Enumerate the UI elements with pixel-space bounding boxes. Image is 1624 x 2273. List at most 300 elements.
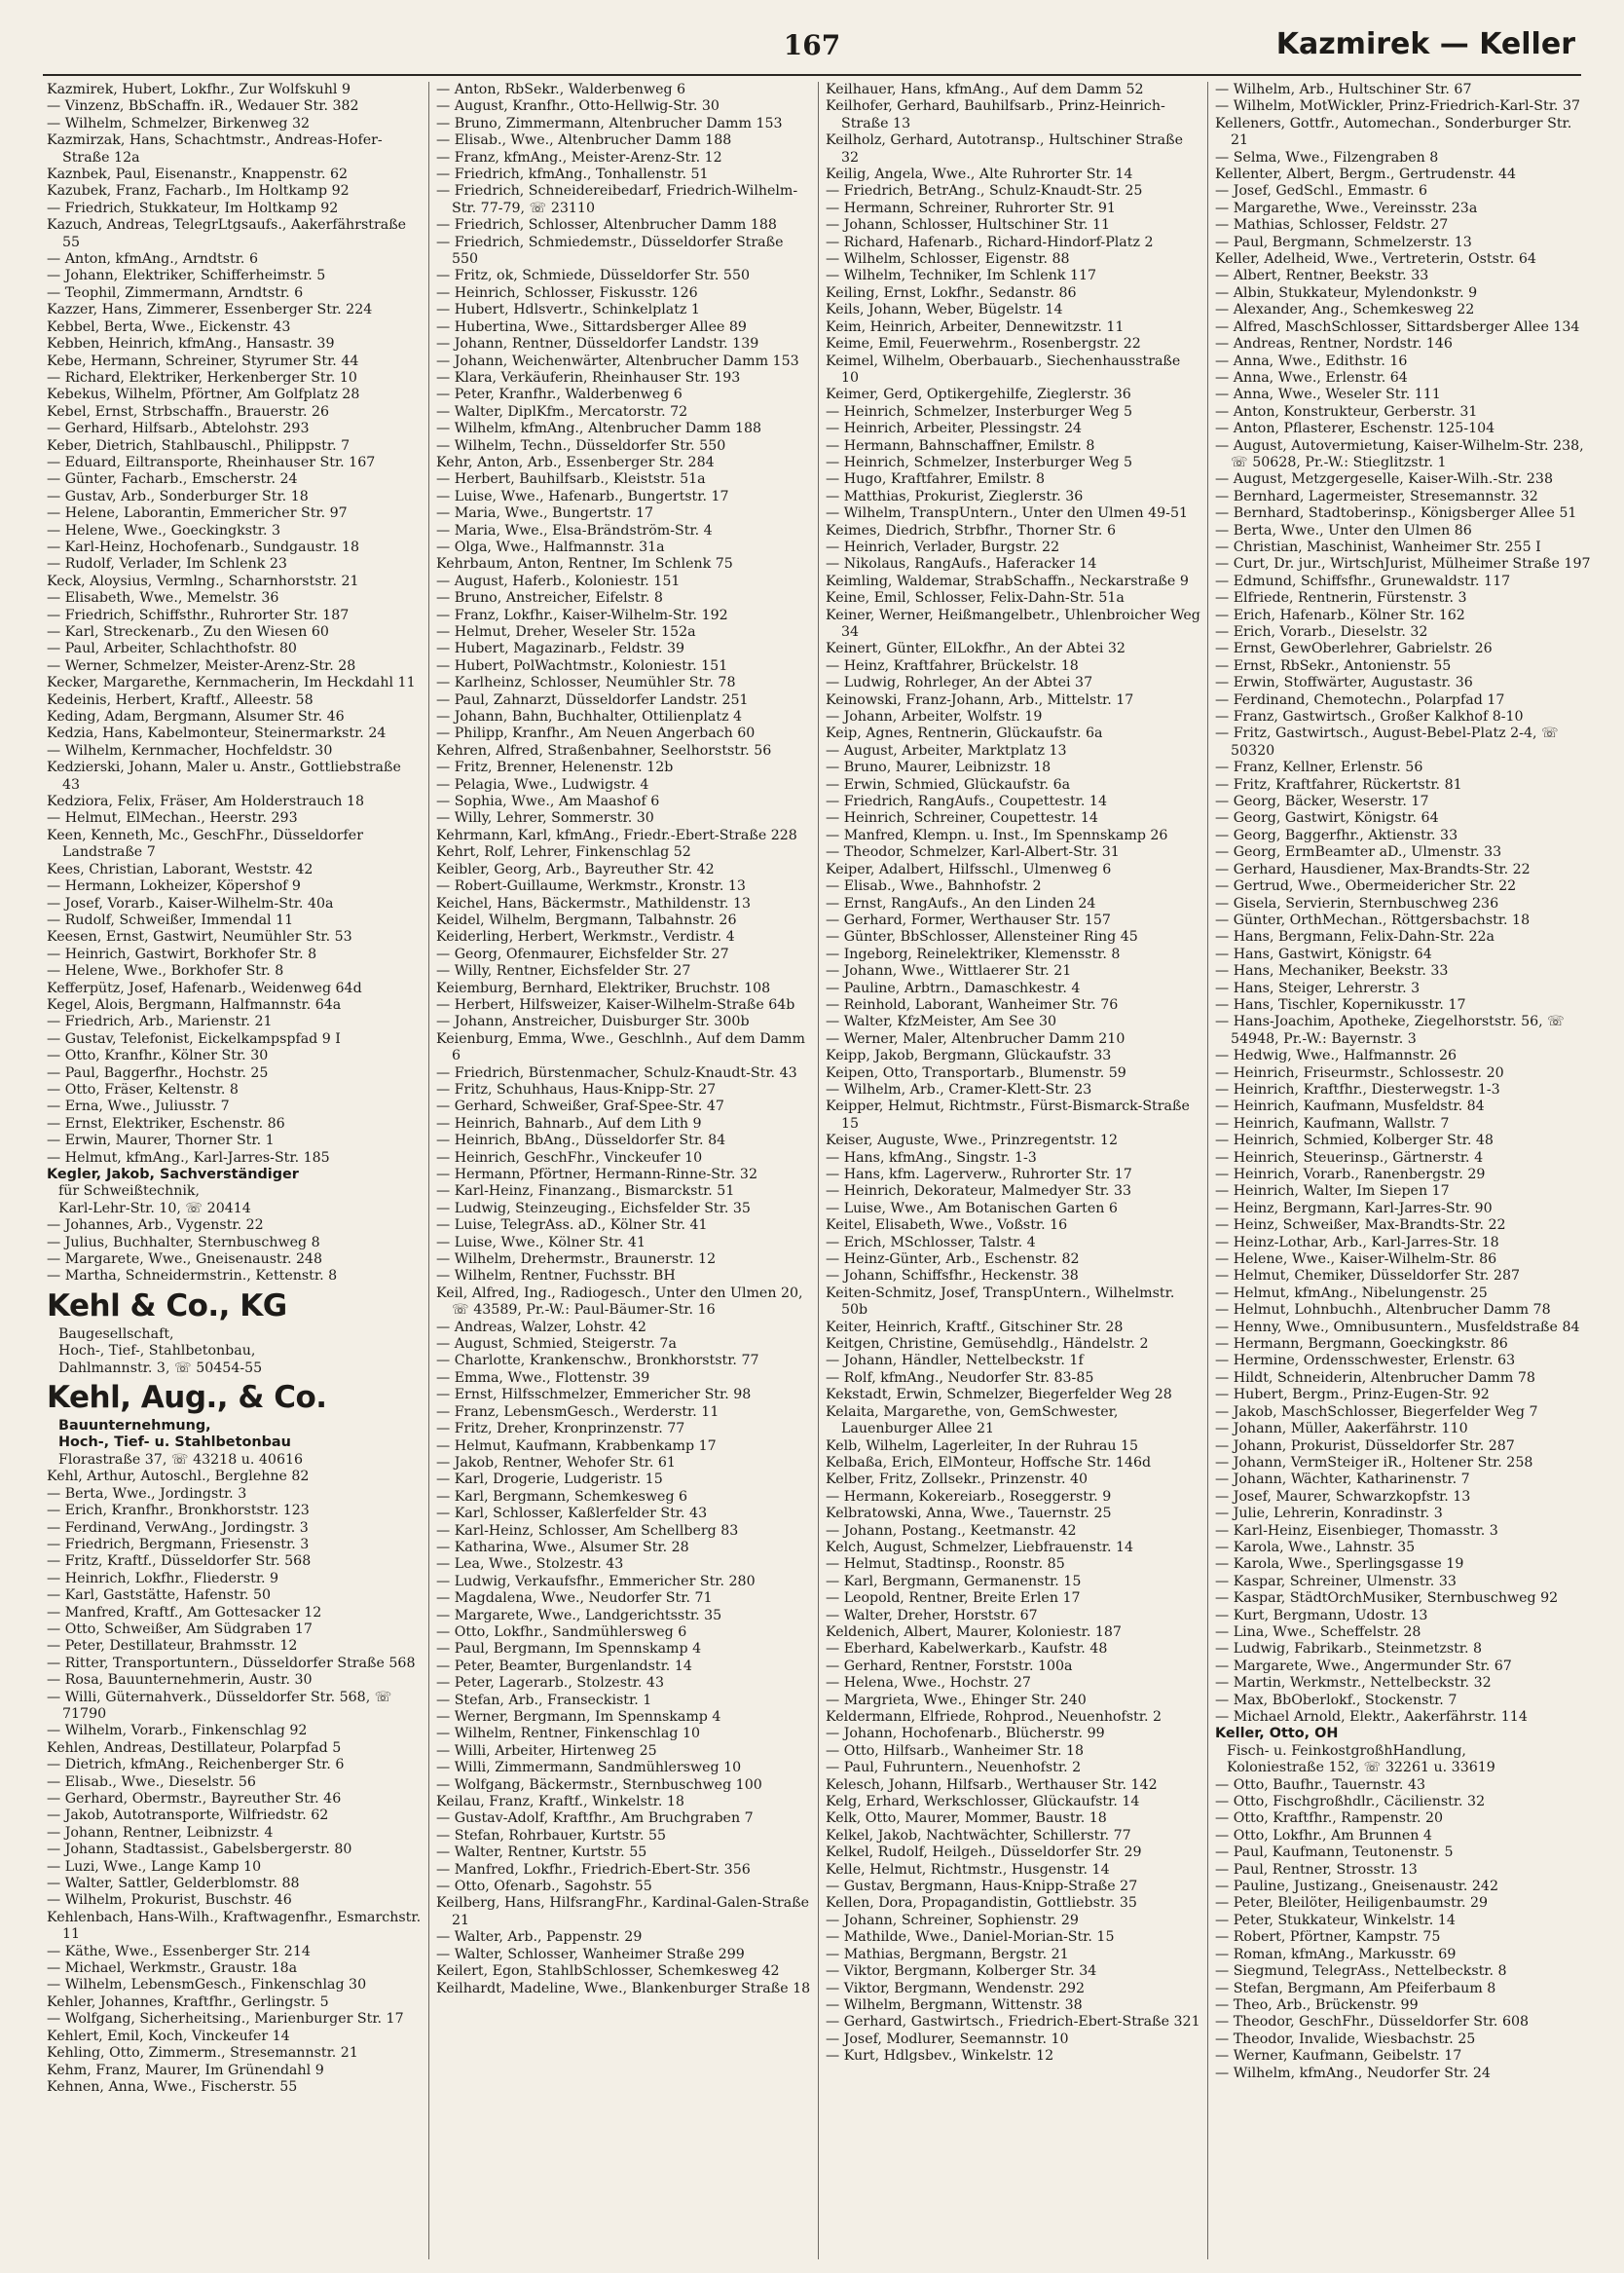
directory-entry: — Mathias, Bergmann, Bergstr. 21 [826, 1946, 1069, 1962]
directory-entry: — Alfred, MaschSchlosser, Sittardsberger Allee 134 [1215, 318, 1580, 335]
directory-entry: — Johann, Rentner, Düsseldorfer Landstr. 139 [436, 336, 759, 353]
directory-entry: — Karl-Heinz, Finanzang., Bismarckstr. 51 [436, 1183, 735, 1200]
directory-entry: — Max, BbOberlokf., Stockenstr. 7 [1215, 1692, 1458, 1708]
directory-entry: — Fritz, Dreher, Kronprinzenstr. 77 [436, 1421, 685, 1437]
directory-entry: Keime, Emil, Feuerwehrm., Rosenbergstr. 22 [826, 336, 1141, 353]
directory-entry: — Dietrich, kfmAng., Reichenberger Str. 6 [47, 1757, 345, 1773]
directory-entry: — Wilhelm, Rentner, Finkenschlag 10 [436, 1726, 700, 1742]
directory-entry: Keilhauer, Hans, kfmAng., Auf dem Damm 52 [826, 82, 1144, 97]
directory-entry: — Werner, Schmelzer, Meister-Arenz-Str. 28 [47, 657, 356, 674]
directory-entry: — Johann, Stadtassist., Gabelsbergerstr. 80 [47, 1842, 352, 1858]
directory-entry: — Karl, Schlosser, Kaßlerfelder Str. 43 [436, 1506, 708, 1522]
directory-entry: — Reinhold, Laborant, Wanheimer Str. 76 [826, 996, 1119, 1013]
directory-entry: — Wilhelm, Kernmacher, Hochfeldstr. 30 [47, 742, 333, 759]
directory-entry: — Karl-Heinz, Eisenbieger, Thomasstr. 3 [1215, 1522, 1498, 1539]
directory-entry: Keiemburg, Bernhard, Elektriker, Bruchstr. 108 [436, 980, 771, 996]
directory-entry: Keimling, Waldemar, StrabSchaffn., Neckarstraße 9 [826, 573, 1189, 589]
directory-entry: — Bruno, Maurer, Leibnizstr. 18 [826, 760, 1052, 776]
directory-entry: — Bernhard, Lagermeister, Stresemannstr. 32 [1215, 488, 1538, 504]
directory-entry: — Hedwig, Wwe., Halfmannstr. 26 [1215, 1048, 1458, 1064]
directory-entry: — Heinrich, Lokfhr., Fliederstr. 9 [47, 1570, 279, 1586]
directory-entry: — Andreas, Rentner, Nordstr. 146 [1215, 336, 1453, 353]
directory-entry: — Teophil, Zimmermann, Arndtstr. 6 [47, 284, 304, 301]
directory-entry: — Selma, Wwe., Filzengraben 8 [1215, 149, 1439, 166]
directory-entry: — Sophia, Wwe., Am Maashof 6 [436, 794, 660, 810]
directory-entry: Keidel, Wilhelm, Bergmann, Talbahnstr. 26 [436, 912, 737, 928]
directory-entry: — Vinzenz, BbSchaffn. iR., Wedauer Str. 382 [47, 98, 359, 115]
directory-entry: Keding, Adam, Bergmann, Alsumer Str. 46 [47, 709, 345, 726]
directory-entry: Kedeinis, Herbert, Kraftf., Alleestr. 58 [47, 691, 314, 708]
directory-entry: — Gustav, Bergmann, Haus-Knipp-Straße 27 [826, 1879, 1138, 1895]
directory-entry: Dahlmannstr. 3, ☏ 50454-55 [58, 1360, 263, 1376]
directory-entry: — Ferdinand, VerwAng., Jordingstr. 3 [47, 1519, 309, 1536]
directory-entry: — Ferdinand, Chemotechn., Polarpfad 17 [1215, 691, 1505, 708]
directory-entry: — Heinrich, BbAng., Düsseldorfer Str. 84 [436, 1133, 726, 1149]
directory-entry: — Friedrich, Stukkateur, Im Holtkamp 92 [47, 200, 339, 216]
directory-entry: Keilhardt, Madeline, Wwe., Blankenburger Straße 18 [436, 1980, 811, 1996]
directory-entry: — Helene, Laborantin, Emmericher Str. 97 [47, 505, 348, 522]
directory-entry: — Hubert, Bergm., Prinz-Eugen-Str. 92 [1215, 1387, 1490, 1403]
directory-entry: — Johann, Arbeiter, Wolfstr. 19 [826, 709, 1043, 726]
directory-entry: — Karl, Gaststätte, Hafenstr. 50 [47, 1587, 272, 1604]
directory-entry: Keil, Alfred, Ing., Radiogesch., Unter den Ulmen 20, ☏ 43589, Pr.-W.: Paul-Bäumer-Str. 16 [436, 1285, 803, 1319]
directory-entry: — Jakob, Rentner, Wehofer Str. 61 [436, 1454, 676, 1471]
directory-entry: — Johann, Schreiner, Sophienstr. 29 [826, 1912, 1079, 1928]
directory-entry: Keilberg, Hans, HilfsrangFhr., Kardinal-Galen-Straße 21 [436, 1895, 810, 1928]
directory-entry: — Johann, Händler, Nettelbeckstr. 1f [826, 1353, 1084, 1369]
directory-entry: Keienburg, Emma, Wwe., Geschlnh., Auf dem Damm 6 [436, 1030, 805, 1064]
directory-entry: — Fritz, ok, Schmiede, Düsseldorfer Str. 550 [436, 268, 750, 284]
directory-entry: — Wilhelm, MotWickler, Prinz-Friedrich-Karl-Str. 37 [1215, 98, 1581, 115]
directory-entry: Kecker, Margarethe, Kernmacherin, Im Heckdahl 11 [47, 675, 416, 691]
directory-entry: Kees, Christian, Laborant, Weststr. 42 [47, 861, 314, 877]
directory-entry: — Herbert, Bauhilfsarb., Kleiststr. 51a [436, 471, 706, 488]
directory-entry: — Richard, Elektriker, Herkenberger Str. 10 [47, 369, 357, 386]
directory-entry: — Julie, Lehrerin, Konradinstr. 3 [1215, 1506, 1443, 1522]
directory-entry: — Rudolf, Verlader, Im Schlenk 23 [47, 556, 287, 573]
directory-entry: Kellen, Dora, Propagandistin, Gottliebstr. 35 [826, 1895, 1137, 1912]
directory-entry: — Elisab., Wwe., Bahnhofstr. 2 [826, 878, 1042, 895]
directory-entry: Kaznbek, Paul, Eisenanstr., Knappenstr. 62 [47, 167, 349, 183]
directory-entry: Kehling, Otto, Zimmerm., Stresemannstr. 21 [47, 2045, 358, 2062]
directory-entry: — Hans, Gastwirt, Königstr. 64 [1215, 946, 1432, 962]
directory-entry: — Fritz, Gastwirtsch., August-Bebel-Platz 2-4, ☏ 50320 [1215, 726, 1559, 759]
directory-entry: — Helmut, kfmAng., Nibelungenstr. 25 [1215, 1285, 1488, 1301]
directory-entry: — August, Haferb., Koloniestr. 151 [436, 573, 681, 589]
directory-entry: — Johann, Weichenwärter, Altenbrucher Damm 153 [436, 353, 799, 369]
directory-entry: — Lea, Wwe., Stolzestr. 43 [436, 1556, 624, 1573]
directory-entry: — Heinrich, Schreiner, Coupettestr. 14 [826, 810, 1098, 827]
directory-entry: — Johann, Schiffsfhr., Heckenstr. 38 [826, 1268, 1079, 1285]
directory-entry: — Heinrich, Kaufmann, Wallstr. 7 [1215, 1115, 1450, 1132]
directory-entry: — Heinrich, Arbeiter, Plessingstr. 24 [826, 421, 1083, 437]
directory-entry: — Friedrich, BetrAng., Schulz-Knaudt-Str. 25 [826, 183, 1143, 200]
directory-entry: — Otto, Lokfhr., Sandmühlersweg 6 [436, 1623, 687, 1640]
directory-entry: Keiderling, Herbert, Werkmstr., Verdistr. 4 [436, 929, 735, 946]
directory-entry: — Kaspar, StädtOrchMusiker, Sternbuschweg 92 [1215, 1590, 1559, 1607]
directory-entry: — Anna, Wwe., Erlenstr. 64 [1215, 369, 1408, 386]
directory-entry: — Wilhelm, LebensmGesch., Finkenschlag 30 [47, 1977, 367, 1994]
directory-entry: — Friedrich, Schiffsthr., Ruhrorter Str. 187 [47, 607, 350, 623]
directory-entry: — Theodor, Schmelzer, Karl-Albert-Str. 31 [826, 844, 1120, 861]
directory-entry: — Walter, Arb., Pappenstr. 29 [436, 1929, 643, 1946]
directory-entry: — Heinrich, Friseurmstr., Schlossestr. 20 [1215, 1064, 1504, 1081]
directory-entry: — Hermann, Kokereiarb., Roseggerstr. 9 [826, 1488, 1112, 1505]
directory-entry: — Helmut, Dreher, Weseler Str. 152a [436, 624, 696, 640]
directory-entry: — Gustav, Telefonist, Eickelkampspfad 9 I [47, 1030, 341, 1047]
directory-entry: Keiner, Werner, Heißmangelbetr., Uhlenbroicher Weg 34 [826, 607, 1200, 640]
directory-entry: — August, Autovermietung, Kaiser-Wilhelm-Str. 238, ☏ 50628, Pr.-W.: Stieglitzstr. 1 [1215, 437, 1584, 470]
directory-entry: Keichel, Hans, Bäckermstr., Mathildenstr. 13 [436, 895, 752, 912]
directory-entry: — Hans, Tischler, Kopernikusstr. 17 [1215, 996, 1466, 1013]
directory-entry: Kehler, Johannes, Kraftfhr., Gerlingstr. 5 [47, 1994, 329, 2010]
directory-entry: — Johann, Bahn, Buchhalter, Ottilienplatz 4 [436, 709, 743, 726]
directory-entry: Kedzierski, Johann, Maler u. Anstr., Gottliebstraße 43 [47, 760, 401, 793]
directory-entry: — Viktor, Bergmann, Kolberger Str. 34 [826, 1963, 1097, 1980]
directory-entry: Keilert, Egon, StahlbSchlosser, Schemkesweg 42 [436, 1963, 780, 1980]
directory-entry: Kelesch, Johann, Hilfsarb., Werthauser Str. 142 [826, 1776, 1158, 1793]
directory-entry: — Johann, Rentner, Leibnizstr. 4 [47, 1824, 274, 1841]
directory-entry: Keber, Dietrich, Stahlbauschl., Philippstr. 7 [47, 437, 351, 454]
directory-entry: — August, Arbeiter, Marktplatz 13 [826, 742, 1067, 759]
directory-entry: Keitel, Elisabeth, Wwe., Voßstr. 16 [826, 1217, 1068, 1234]
column-divider [428, 82, 429, 2259]
directory-entry: Kehrmann, Karl, kfmAng., Friedr.-Ebert-Straße 228 [436, 827, 797, 843]
directory-entry: — Rolf, kfmAng., Neudorfer Str. 83-85 [826, 1369, 1094, 1386]
directory-entry: — Robert-Guillaume, Werkmstr., Kronstr. 13 [436, 878, 746, 895]
directory-entry: — Otto, Schweißer, Am Südgraben 17 [47, 1621, 313, 1637]
directory-entry: — Paul, Rentner, Strosstr. 13 [1215, 1861, 1418, 1878]
directory-entry: — Wilhelm, Arb., Cramer-Klett-Str. 23 [826, 1081, 1092, 1098]
directory-entry: — Hermann, Pförtner, Hermann-Rinne-Str. 32 [436, 1167, 757, 1182]
directory-entry: für Schweißtechnik, [58, 1183, 200, 1200]
directory-entry: — Ernst, RangAufs., An den Linden 24 [826, 895, 1096, 912]
directory-entry: — Theo, Arb., Brückenstr. 99 [1215, 1996, 1419, 2013]
directory-entry: Keipen, Otto, Transportarb., Blumenstr. 59 [826, 1064, 1126, 1081]
directory-entry: — Luzi, Wwe., Lange Kamp 10 [47, 1858, 262, 1875]
directory-entry: — Paul, Kaufmann, Teutonenstr. 5 [1215, 1844, 1454, 1861]
directory-entry: — Eberhard, Kabelwerkarb., Kaufstr. 48 [826, 1641, 1108, 1658]
directory-entry: — Werner, Kaufmann, Geibelstr. 17 [1215, 2048, 1462, 2065]
directory-entry: Kelleners, Gottfr., Automechan., Sonderburger Str. 21 [1215, 115, 1572, 149]
directory-entry: — Willy, Lehrer, Sommerstr. 30 [436, 810, 654, 827]
directory-entry: — Erwin, Stoffwärter, Augustastr. 36 [1215, 675, 1473, 691]
directory-entry: — Erich, MSchlosser, Talstr. 4 [826, 1234, 1036, 1250]
directory-entry: — Heinrich, Vorarb., Ranenbergstr. 29 [1215, 1167, 1486, 1182]
directory-entry: Keitgen, Christine, Gemüsehdlg., Händelstr. 2 [826, 1336, 1149, 1353]
directory-entry: — Magdalena, Wwe., Neudorfer Str. 71 [436, 1590, 713, 1607]
directory-entry: — Berta, Wwe., Unter den Ulmen 86 [1215, 522, 1472, 539]
directory-entry: — Helene, Wwe., Goeckingkstr. 3 [47, 522, 281, 539]
directory-entry: Keip, Agnes, Rentnerin, Glückaufstr. 6a [826, 726, 1103, 742]
directory-entry: Keine, Emil, Schlosser, Felix-Dahn-Str. 51a [826, 590, 1125, 607]
directory-entry: — Olga, Wwe., Halfmannstr. 31a [436, 539, 665, 555]
directory-entry: — Heinz, Schweißer, Max-Brandts-Str. 22 [1215, 1217, 1506, 1234]
directory-entry: — Georg, Ofenmaurer, Eichsfelder Str. 27 [436, 946, 729, 962]
directory-entry: Kebel, Ernst, Strbschaffn., Brauerstr. 26 [47, 403, 330, 420]
directory-entry: Kefferpütz, Josef, Hafenarb., Weidenweg 64d [47, 980, 362, 996]
business-entry: Keller, Otto, OH [1215, 1726, 1339, 1742]
directory-entry: — Walter, Dreher, Horststr. 67 [826, 1607, 1038, 1623]
directory-entry: Kehm, Franz, Maurer, Im Grünendahl 9 [47, 2062, 324, 2078]
directory-entry: Kelk, Otto, Maurer, Mommer, Baustr. 18 [826, 1810, 1107, 1827]
directory-entry: — Wilhelm, TranspUntern., Unter den Ulmen 49-51 [826, 505, 1188, 522]
directory-entry: — Paul, Bergmann, Schmelzerstr. 13 [1215, 234, 1472, 250]
directory-entry: Kelbaßa, Erich, ElMonteur, Hoffsche Str. 146d [826, 1454, 1152, 1471]
directory-entry: — Peter, Lagerarb., Stolzestr. 43 [436, 1675, 664, 1692]
directory-entry: — Otto, Ofenarb., Sagohstr. 55 [436, 1879, 652, 1895]
directory-entry: — Manfred, Kraftf., Am Gottesacker 12 [47, 1604, 322, 1621]
column-3 [826, 82, 1201, 2259]
directory-entry: — Josef, Vorarb., Kaiser-Wilhelm-Str. 40a [47, 895, 334, 912]
directory-entry: Koloniestraße 152, ☏ 32261 u. 33619 [1227, 1760, 1495, 1776]
directory-entry: — Elisab., Wwe., Dieselstr. 56 [47, 1773, 256, 1790]
directory-entry: — Werner, Maler, Altenbrucher Damm 210 [826, 1030, 1126, 1047]
directory-entry: Keinert, Günter, ElLokfhr., An der Abtei 32 [826, 641, 1126, 657]
directory-entry: — Georg, Bäcker, Weserstr. 17 [1215, 794, 1429, 810]
directory-entry: Kebben, Heinrich, kfmAng., Hansastr. 39 [47, 336, 335, 353]
directory-entry: Keilau, Franz, Kraftf., Winkelstr. 18 [436, 1794, 684, 1810]
directory-entry: Kegel, Alois, Bergmann, Halfmannstr. 64a [47, 996, 342, 1013]
directory-entry: — Anton, Pflasterer, Eschenstr. 125-104 [1215, 421, 1495, 437]
directory-entry: — Johann, Schlosser, Hultschiner Str. 11 [826, 217, 1111, 234]
directory-entry: — Erwin, Schmied, Glückaufstr. 6a [826, 776, 1071, 793]
directory-entry: Kebekus, Wilhelm, Pförtner, Am Golfplatz 28 [47, 387, 360, 403]
directory-entry: — Hugo, Kraftfahrer, Emilstr. 8 [826, 471, 1046, 488]
directory-entry: — Michael Arnold, Elektr., Aakerfährstr. 114 [1215, 1709, 1528, 1725]
directory-entry: — Pauline, Arbtrn., Damaschkestr. 4 [826, 980, 1081, 996]
directory-entry: — Heinrich, Bahnarb., Auf dem Lith 9 [436, 1115, 702, 1132]
directory-entry: — Ludwig, Fabrikarb., Steinmetzstr. 8 [1215, 1641, 1483, 1658]
company-heading: Kehl & Co., KG [47, 1287, 287, 1323]
directory-entry: — Friedrich, Schmiedemstr., Düsseldorfer Straße 550 [436, 234, 784, 268]
directory-entry: — Josef, Modlurer, Seemannstr. 10 [826, 2031, 1069, 2047]
directory-entry: — Kurt, Hdlgsbev., Winkelstr. 12 [826, 2048, 1054, 2065]
directory-entry: Keck, Aloysius, Vermlng., Scharnhorststr. 21 [47, 573, 359, 589]
directory-entry: — Elfriede, Rentnerin, Fürstenstr. 3 [1215, 590, 1467, 607]
directory-entry: — Heinrich, Schlosser, Fiskusstr. 126 [436, 284, 698, 301]
directory-entry: — Christian, Maschinist, Wanheimer Str. 255 I [1215, 539, 1541, 555]
directory-entry: — Wilhelm, Bergmann, Wittenstr. 38 [826, 1996, 1083, 2013]
directory-entry: — Gerhard, Schweißer, Graf-Spee-Str. 47 [436, 1099, 724, 1115]
directory-entry: — Fritz, Schuhhaus, Haus-Knipp-Str. 27 [436, 1081, 717, 1098]
directory-entry: — Otto, Kranfhr., Kölner Str. 30 [47, 1048, 269, 1064]
directory-entry: — Friedrich, Schlosser, Altenbrucher Damm 188 [436, 217, 777, 234]
directory-entry: — Heinrich, Schmelzer, Insterburger Weg 5 [826, 454, 1132, 470]
directory-entry: — Margarete, Wwe., Landgerichtsstr. 35 [436, 1607, 722, 1623]
directory-entry: Kazmirzak, Hans, Schachtmstr., Andreas-Hofer-Straße 12a [47, 132, 383, 166]
directory-entry: — Nikolaus, RangAufs., Haferacker 14 [826, 556, 1097, 573]
directory-entry: — Johann, Müller, Aakerfährstr. 110 [1215, 1421, 1468, 1437]
directory-entry: — Bernhard, Stadtoberinsp., Königsberger Allee 51 [1215, 505, 1577, 522]
directory-entry: — Alexander, Ang., Schemkesweg 22 [1215, 302, 1475, 318]
directory-entry: — Günter, BbSchlosser, Allensteiner Ring 45 [826, 929, 1138, 946]
running-head: Kazmirek — Keller [1275, 27, 1575, 61]
directory-entry: — Fritz, Kraftf., Düsseldorfer Str. 568 [47, 1553, 312, 1570]
directory-entry: — Albin, Stukkateur, Mylendonkstr. 9 [1215, 284, 1478, 301]
directory-entry: Keinowski, Franz-Johann, Arb., Mittelstr. 17 [826, 691, 1134, 708]
directory-entry: — Stefan, Rohrbauer, Kurtstr. 55 [436, 1827, 667, 1844]
directory-entry: — Erich, Hafenarb., Kölner Str. 162 [1215, 607, 1465, 623]
directory-entry: — Helmut, Chemiker, Düsseldorfer Str. 287 [1215, 1268, 1521, 1285]
directory-entry: — August, Kranfhr., Otto-Hellwig-Str. 30 [436, 98, 720, 115]
directory-entry: — Pauline, Justizang., Gneisenaustr. 242 [1215, 1879, 1498, 1895]
directory-entry: — Gerhard, Hausdiener, Max-Brandts-Str. 22 [1215, 861, 1531, 877]
directory-entry: Kehrbaum, Anton, Rentner, Im Schlenk 75 [436, 556, 733, 573]
directory-entry: — Heinrich, Kraftfhr., Diesterwegstr. 1-3 [1215, 1081, 1500, 1098]
directory-entry: — Andreas, Walzer, Lohstr. 42 [436, 1319, 646, 1335]
directory-entry: — Ingeborg, Reinelektriker, Klemensstr. 8 [826, 946, 1121, 962]
directory-entry: — Berta, Wwe., Jordingstr. 3 [47, 1485, 247, 1502]
directory-entry: Kehlen, Andreas, Destillateur, Polarpfad 5 [47, 1739, 342, 1756]
directory-entry: — Käthe, Wwe., Essenberger Str. 214 [47, 1943, 311, 1959]
directory-entry: — Hans-Joachim, Apotheke, Ziegelhorststr. 56, ☏ 54948, Pr.-W.: Bayernstr. 3 [1215, 1014, 1565, 1047]
directory-entry: — Hans, Steiger, Lehrerstr. 3 [1215, 980, 1421, 996]
directory-entry: — Philipp, Kranfhr., Am Neuen Angerbach 60 [436, 726, 756, 742]
directory-entry: — Ludwig, Steinzeuging., Eichsfelder Str. 35 [436, 1200, 751, 1216]
directory-entry: — Henny, Wwe., Omnibusuntern., Musfeldstraße 84 [1215, 1319, 1580, 1335]
directory-entry: — Karola, Wwe., Lahnstr. 35 [1215, 1539, 1416, 1555]
directory-entry: Baugesellschaft, [58, 1325, 174, 1342]
directory-entry: — August, Schmied, Steigerstr. 7a [436, 1336, 677, 1353]
directory-entry: — Manfred, Lokfhr., Friedrich-Ebert-Str. 356 [436, 1861, 751, 1878]
directory-entry: Keilholz, Gerhard, Autotransp., Hultschiner Straße 32 [826, 132, 1183, 166]
directory-entry: — Rudolf, Schweißer, Immendal 11 [47, 912, 294, 928]
directory-entry: — Franz, LebensmGesch., Werderstr. 11 [436, 1403, 720, 1420]
directory-entry: — Ernst, Elektriker, Eschenstr. 86 [47, 1115, 285, 1132]
directory-entry: — Hermine, Ordensschwester, Erlenstr. 63 [1215, 1353, 1516, 1369]
directory-entry: — Erich, Vorarb., Dieselstr. 32 [1215, 624, 1428, 640]
directory-entry: Kelaita, Margarethe, von, GemSchwester, Lauenburger Allee 21 [826, 1403, 1119, 1437]
directory-entry: Kellenter, Albert, Bergm., Gertrudenstr. 44 [1215, 167, 1517, 183]
directory-entry: — Georg, Gastwirt, Königstr. 64 [1215, 810, 1439, 827]
directory-entry: — Curt, Dr. jur., WirtschJurist, Mülheimer Straße 197 [1215, 556, 1591, 573]
directory-entry: — Karl-Heinz, Hochofenarb., Sundgaustr. 18 [47, 539, 360, 555]
directory-entry: — Hubert, PolWachtmstr., Koloniestr. 151 [436, 657, 728, 674]
directory-entry: — Stefan, Arb., Franseckistr. 1 [436, 1692, 652, 1708]
directory-entry: — Willi, Güternahverk., Düsseldorfer Str. 568, ☏ 71790 [47, 1689, 392, 1722]
directory-entry: — Heinrich, Walter, Im Siepen 17 [1215, 1183, 1450, 1200]
page-header [43, 21, 1581, 68]
directory-entry: — Anton, Konstrukteur, Gerberstr. 31 [1215, 403, 1478, 420]
directory-entry: — Wolfgang, Bäckermstr., Sternbuschweg 100 [436, 1776, 762, 1793]
directory-entry: — Julius, Buchhalter, Sternbuschweg 8 [47, 1234, 320, 1250]
directory-entry: Kehren, Alfred, Straßenbahner, Seelhorststr. 56 [436, 742, 772, 759]
directory-entry: — Heinrich, Steuerinsp., Gärtnerstr. 4 [1215, 1149, 1484, 1166]
directory-entry: — Georg, Baggerfhr., Aktienstr. 33 [1215, 827, 1458, 843]
directory-entry: — Heinrich, Kaufmann, Musfeldstr. 84 [1215, 1099, 1485, 1115]
directory-entry: — Heinz-Günter, Arb., Eschenstr. 82 [826, 1251, 1080, 1268]
directory-entry: — August, Metzgergeselle, Kaiser-Wilh.-Str. 238 [1215, 471, 1553, 488]
directory-entry: — Peter, Stukkateur, Winkelstr. 14 [1215, 1912, 1456, 1928]
directory-entry: — Klara, Verkäuferin, Rheinhauser Str. 193 [436, 369, 741, 386]
directory-entry: — Paul, Fuhruntern., Neuenhofstr. 2 [826, 1760, 1082, 1776]
directory-entry: — Georg, ErmBeamter aD., Ulmenstr. 33 [1215, 844, 1502, 861]
directory-entry: — Heinrich, Gastwirt, Borkhofer Str. 8 [47, 946, 317, 962]
directory-entry: Keiser, Auguste, Wwe., Prinzregentstr. 12 [826, 1133, 1118, 1149]
directory-entry: — Günter, Facharb., Emscherstr. 24 [47, 471, 298, 488]
directory-entry: — Albert, Rentner, Beekstr. 33 [1215, 268, 1429, 284]
directory-entry: Keilhofer, Gerhard, Bauhilfsarb., Prinz-Heinrich-Straße 13 [826, 98, 1165, 131]
directory-entry: — Jakob, MaschSchlosser, Biegerfelder Weg 7 [1215, 1403, 1538, 1420]
directory-entry: Kazuch, Andreas, TelegrLtgsaufs., Aakerfährstraße 55 [47, 217, 407, 250]
directory-entry: — Johann, VermSteiger iR., Holtener Str. 258 [1215, 1454, 1533, 1471]
directory-entry: — Friedrich, Schneidereibedarf, Friedrich-Wilhelm-Str. 77-79, ☏ 23110 [436, 183, 798, 216]
directory-entry: — Hans, kfmAng., Singstr. 1-3 [826, 1149, 1037, 1166]
directory-entry: — Hubert, Hdlsvertr., Schinkelplatz 1 [436, 302, 700, 318]
directory-entry: Kebbel, Berta, Wwe., Eickenstr. 43 [47, 318, 291, 335]
directory-entry: Kelkel, Jakob, Nachtwächter, Schillerstr. 77 [826, 1827, 1131, 1844]
directory-entry: — Willy, Rentner, Eichsfelder Str. 27 [436, 963, 691, 980]
directory-entry: Keipp, Jakob, Bergmann, Glückaufstr. 33 [826, 1048, 1112, 1064]
directory-entry: — Luise, TelegrAss. aD., Kölner Str. 41 [436, 1217, 708, 1234]
directory-entry: — Gustav, Arb., Sonderburger Str. 18 [47, 488, 309, 504]
directory-entry: — Margarete, Wwe., Gneisenaustr. 248 [47, 1251, 323, 1268]
directory-entry: Keimer, Gerd, Optikergehilfe, Zieglerstr. 36 [826, 387, 1131, 403]
directory-entry: — Otto, Fischgroßhdlr., Cäcilienstr. 32 [1215, 1794, 1486, 1810]
company-heading: Kehl, Aug., & Co. [47, 1380, 327, 1416]
directory-entry: — Franz, Gastwirtsch., Großer Kalkhof 8-10 [1215, 709, 1524, 726]
directory-entry: — Fritz, Brenner, Helenenstr. 12b [436, 760, 674, 776]
directory-entry: — Heinrich, Verlader, Burgstr. 22 [826, 539, 1060, 555]
directory-entry: — Katharina, Wwe., Alsumer Str. 28 [436, 1539, 689, 1555]
directory-entry: Keller, Adelheid, Wwe., Vertreterin, Oststr. 64 [1215, 251, 1536, 268]
directory-entry: Keimel, Wilhelm, Oberbauarb., Siechenhausstraße 10 [826, 353, 1181, 386]
directory-entry: — Helene, Wwe., Kaiser-Wilhelm-Str. 86 [1215, 1251, 1497, 1268]
directory-entry: — Hermann, Lokheizer, Köpershof 9 [47, 878, 301, 895]
directory-entry: — Margarete, Wwe., Angermunder Str. 67 [1215, 1658, 1512, 1674]
directory-entry: — Josef, GedSchl., Emmastr. 6 [1215, 183, 1428, 200]
directory-entry: — Jakob, Autotransporte, Wilfriedstr. 62 [47, 1807, 329, 1824]
directory-entry: — Willi, Arbeiter, Hirtenweg 25 [436, 1742, 657, 1759]
directory-entry: — Wilhelm, kfmAng., Altenbrucher Damm 188 [436, 421, 762, 437]
directory-entry: — Anna, Wwe., Weseler Str. 111 [1215, 387, 1441, 403]
directory-entry: — Ernst, Hilfsschmelzer, Emmericher Str. 98 [436, 1387, 752, 1403]
directory-entry: — Edmund, Schiffsfhr., Grunewaldstr. 117 [1215, 573, 1511, 589]
directory-entry: — Ernst, RbSekr., Antonienstr. 55 [1215, 657, 1452, 674]
directory-entry: Kehl, Arthur, Autoschl., Berglehne 82 [47, 1469, 310, 1485]
directory-entry: Keiper, Adalbert, Hilfsschl., Ulmenweg 6 [826, 861, 1112, 877]
directory-entry: — Karlheinz, Schlosser, Neumühler Str. 78 [436, 675, 736, 691]
directory-entry: Kelber, Fritz, Zollsekr., Prinzenstr. 40 [826, 1472, 1089, 1488]
directory-entry: — Heinz, Bergmann, Karl-Jarres-Str. 90 [1215, 1200, 1493, 1216]
directory-entry: — Luise, Wwe., Kölner Str. 41 [436, 1234, 646, 1250]
column-1 [47, 82, 423, 2259]
directory-entry: — Peter, Bleilöter, Heiligenbaumstr. 29 [1215, 1895, 1489, 1912]
directory-entry: — Josef, Maurer, Schwarzkopfstr. 13 [1215, 1488, 1471, 1505]
directory-entry: — Hermann, Bergmann, Goeckingkstr. 86 [1215, 1336, 1508, 1353]
directory-entry: Keldermann, Elfriede, Rohprod., Neuenhofstr. 2 [826, 1709, 1163, 1725]
directory-entry: — Stefan, Bergmann, Am Pfeiferbaum 8 [1215, 1980, 1496, 1996]
column-divider [818, 82, 819, 2259]
directory-entry: — Theodor, GeschFhr., Düsseldorfer Str. 608 [1215, 2014, 1530, 2031]
directory-entry: — Erich, Kranfhr., Bronkhorststr. 123 [47, 1503, 310, 1519]
directory-entry: — Helmut, Kaufmann, Krabbenkamp 17 [436, 1437, 717, 1454]
directory-entry: — Hans, kfm. Lagerverw., Ruhrorter Str. 17 [826, 1167, 1132, 1182]
directory-entry: — Peter, Kranfhr., Walderbenweg 6 [436, 387, 683, 403]
directory-entry: — Roman, kfmAng., Markusstr. 69 [1215, 1946, 1457, 1962]
directory-entry: — Maria, Wwe., Elsa-Brändström-Str. 4 [436, 522, 713, 539]
directory-entry: Kehlenbach, Hans-Wilh., Kraftwagenfhr., Esmarchstr. 11 [47, 1909, 422, 1943]
directory-entry: — Karola, Wwe., Sperlingsgasse 19 [1215, 1556, 1464, 1573]
directory-entry: — Wolfgang, Sicherheitsing., Marienburger Str. 17 [47, 2011, 404, 2028]
directory-entry: Keesen, Ernst, Gastwirt, Neumühler Str. 53 [47, 929, 352, 946]
directory-entry: — Karl, Streckenarb., Zu den Wiesen 60 [47, 624, 329, 640]
directory-entry: — Karl-Heinz, Schlosser, Am Schellberg 83 [436, 1522, 739, 1539]
directory-entry: — Hermann, Bahnschaffner, Emilstr. 8 [826, 437, 1095, 454]
directory-entry: — Otto, Hilfsarb., Wanheimer Str. 18 [826, 1742, 1084, 1759]
directory-entry: Kehr, Anton, Arb., Essenberger Str. 284 [436, 454, 715, 470]
